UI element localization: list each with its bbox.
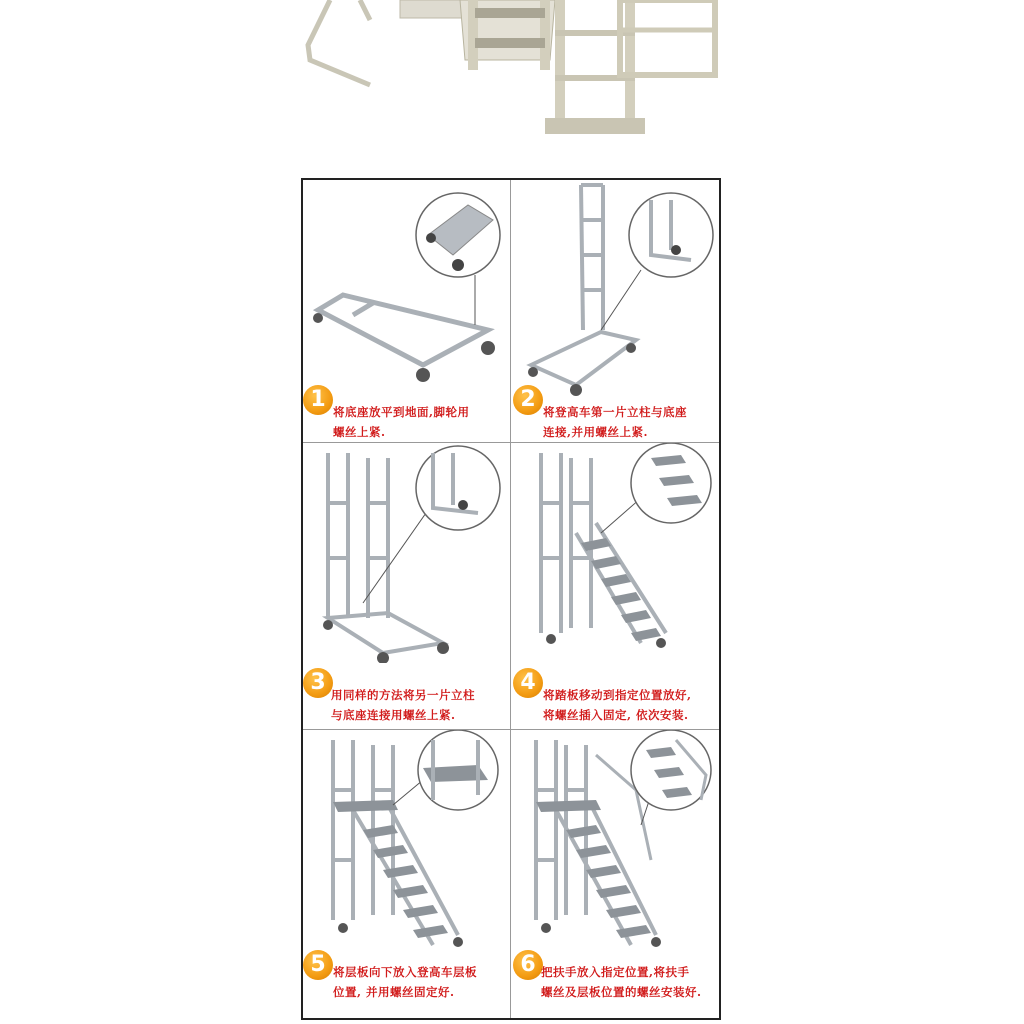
platform-board-illustration (303, 730, 510, 960)
step-1-caption (333, 402, 470, 442)
caption-line: 将登高车第一片立柱与底座 (543, 405, 687, 419)
handrail-illustration (511, 730, 718, 960)
second-column-illustration (303, 443, 510, 663)
step-4-panel (511, 443, 718, 729)
caption-line: 将螺丝插入固定, 依次安装. (543, 708, 689, 722)
caption-line: 将层板向下放入登高车层板 (333, 965, 477, 979)
first-column-illustration (511, 180, 718, 400)
step-2-panel (511, 180, 718, 442)
step-6-panel (511, 730, 718, 1020)
caption-line: 螺丝上紧. (333, 425, 386, 439)
step-5-panel (303, 730, 510, 1020)
caption-line: 螺丝及层板位置的螺丝安装好. (541, 985, 702, 999)
step-5-caption (333, 962, 477, 1002)
step-number-badge: 4 (513, 668, 543, 698)
step-treads-illustration (511, 443, 718, 663)
caption-line: 连接,并用螺丝上紧. (543, 425, 649, 439)
caption-line: 与底座连接用螺丝上紧. (331, 708, 456, 722)
caption-line: 将底座放平到地面,脚轮用 (333, 405, 470, 419)
caption-line: 用同样的方法将另一片立柱 (331, 688, 475, 702)
step-number-badge: 2 (513, 385, 543, 415)
step-4-caption (543, 685, 692, 725)
assembly-instructions-grid (301, 178, 721, 1020)
step-number-badge: 6 (513, 950, 543, 980)
caption-line: 将踏板移动到指定位置放好, (543, 688, 692, 702)
step-number-badge: 1 (303, 385, 333, 415)
step-2-caption (543, 402, 687, 442)
step-number-badge: 5 (303, 950, 333, 980)
caption-line: 把扶手放入指定位置,将扶手 (541, 965, 690, 979)
step-1-panel (303, 180, 510, 442)
caption-line: 位置, 并用螺丝固定好. (333, 985, 455, 999)
step-3-caption (331, 685, 475, 725)
step-6-caption (541, 962, 702, 1002)
step-number-badge: 3 (303, 668, 333, 698)
parts-photo (300, 0, 730, 145)
base-frame-illustration (303, 180, 510, 400)
step-3-panel (303, 443, 510, 729)
